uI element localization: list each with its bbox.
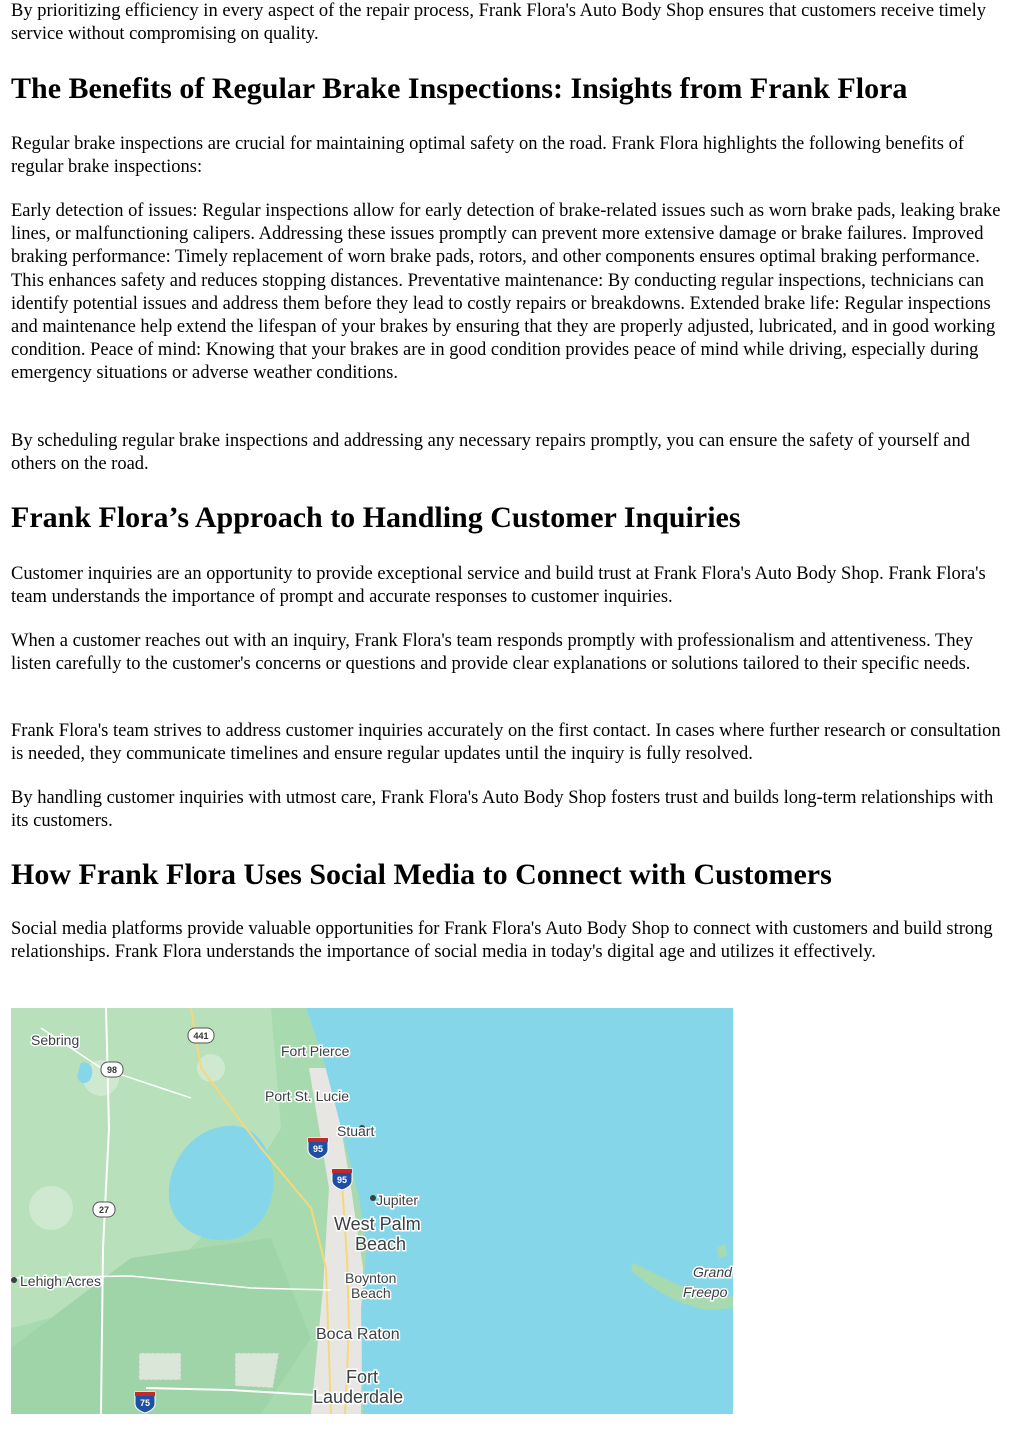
paragraph: Customer inquiries are an opportunity to provide exceptional service and build trust at Frank Flora's Auto Body Shop. Frank Flora's team understands the importance of prompt and accurate responses to customer inquiries.: [11, 564, 986, 608]
svg-text:441: 441: [193, 1031, 209, 1041]
paragraph: Early detection of issues: Regular inspections allow for early detection of brake-related issues such as worn brake pads, leaking brake lines, or malfunctioning calipers. Addressing these issues promptly can prevent more extensive damage or brake failures. Improved braking performance: Timely replacement of worn brake pads, rotors, and other components ensures optimal braking performance. This enhances safety and reduces stopping distances. Preventative maintenance: By conducting regular inspections, technicians can identify potential issues and address them before they lead to costly repairs or breakdowns. Extended brake life: Regular inspections and maintenance help extend the lifespan of your brakes by ensuring that they are properly adjusted, lubricated, and in good working condition. Peace of mind: Knowing that your brakes are in good condition provides peace of mind while driving, especially during emergency situations or adverse weather conditions.: [11, 201, 1001, 384]
label-lauderdale: Lauderdale: [313, 1387, 404, 1407]
interstate-shield-75: [135, 1392, 155, 1413]
label-port-st-lucie: Port St. Lucie: [265, 1088, 350, 1104]
svg-text:27: 27: [98, 1205, 110, 1215]
label-sebring: Sebring: [31, 1032, 80, 1048]
label-boca-raton: Boca Raton: [316, 1326, 400, 1343]
label-grand: Grand: [693, 1264, 732, 1280]
label-stuart: Stuart: [337, 1123, 375, 1139]
route-shield-98: [101, 1062, 123, 1077]
label-freepo: Freepo: [683, 1284, 728, 1300]
route-shield-441: [188, 1028, 214, 1043]
label-west-palm: West Palm: [334, 1214, 421, 1234]
label-beach: Beach: [355, 1234, 407, 1254]
route-shield-27: [93, 1202, 115, 1217]
interstate-shield-95-south: [332, 1169, 352, 1190]
map-image: [11, 1008, 733, 1414]
label-boynton: Boynton: [345, 1270, 397, 1286]
intro-paragraph: By prioritizing efficiency in every aspect of the repair process, Frank Flora's Auto Body Shop ensures that customers receive timely service without compromising on quality.: [11, 1, 987, 45]
paragraph: When a customer reaches out with an inquiry, Frank Flora's team responds promptly with professionalism and attentiveness. They listen carefully to the customer's concerns or questions and provide clear explanations or solutions tailored to their specific needs.: [11, 631, 974, 675]
label-fort: Fort: [346, 1367, 379, 1387]
heading-brake-inspections: The Benefits of Regular Brake Inspections: Insights from Frank Flora: [11, 72, 908, 105]
label-fort-pierce: Fort Pierce: [281, 1043, 350, 1059]
label-boynton-beach: Beach: [351, 1285, 391, 1301]
paragraph: By handling customer inquiries with utmost care, Frank Flora's Auto Body Shop fosters trust and builds long-term relationships with its customers.: [11, 788, 994, 832]
svg-text:75: 75: [139, 1398, 151, 1408]
label-lehigh-acres: Lehigh Acres: [20, 1273, 101, 1289]
heading-customer-inquiries: Frank Flora’s Approach to Handling Customer Inquiries: [11, 501, 741, 534]
paragraph: Regular brake inspections are crucial for maintaining optimal safety on the road. Frank Flora highlights the following benefits of regular brake inspections:: [11, 134, 965, 178]
paragraph: By scheduling regular brake inspections and addressing any necessary repairs promptly, you can ensure the safety of yourself and others on the road.: [11, 431, 970, 475]
svg-text:95: 95: [312, 1144, 324, 1154]
paragraph: Social media platforms provide valuable opportunities for Frank Flora's Auto Body Shop to connect with customers and build strong relationships. Frank Flora understands the importance of social media in today's digital age and utilizes it effectively.: [11, 919, 993, 963]
svg-text:98: 98: [106, 1065, 118, 1075]
interstate-shield-95-north: [308, 1138, 328, 1159]
heading-social-media: How Frank Flora Uses Social Media to Connect with Customers: [11, 858, 832, 891]
label-jupiter: Jupiter: [376, 1192, 419, 1208]
svg-text:95: 95: [336, 1175, 348, 1185]
map-graphic: [11, 1008, 733, 1414]
paragraph: Frank Flora's team strives to address customer inquiries accurately on the first contact. In cases where further research or consultation is needed, they communicate timelines and ensure regular updates until the inquiry is fully resolved.: [11, 721, 1001, 765]
